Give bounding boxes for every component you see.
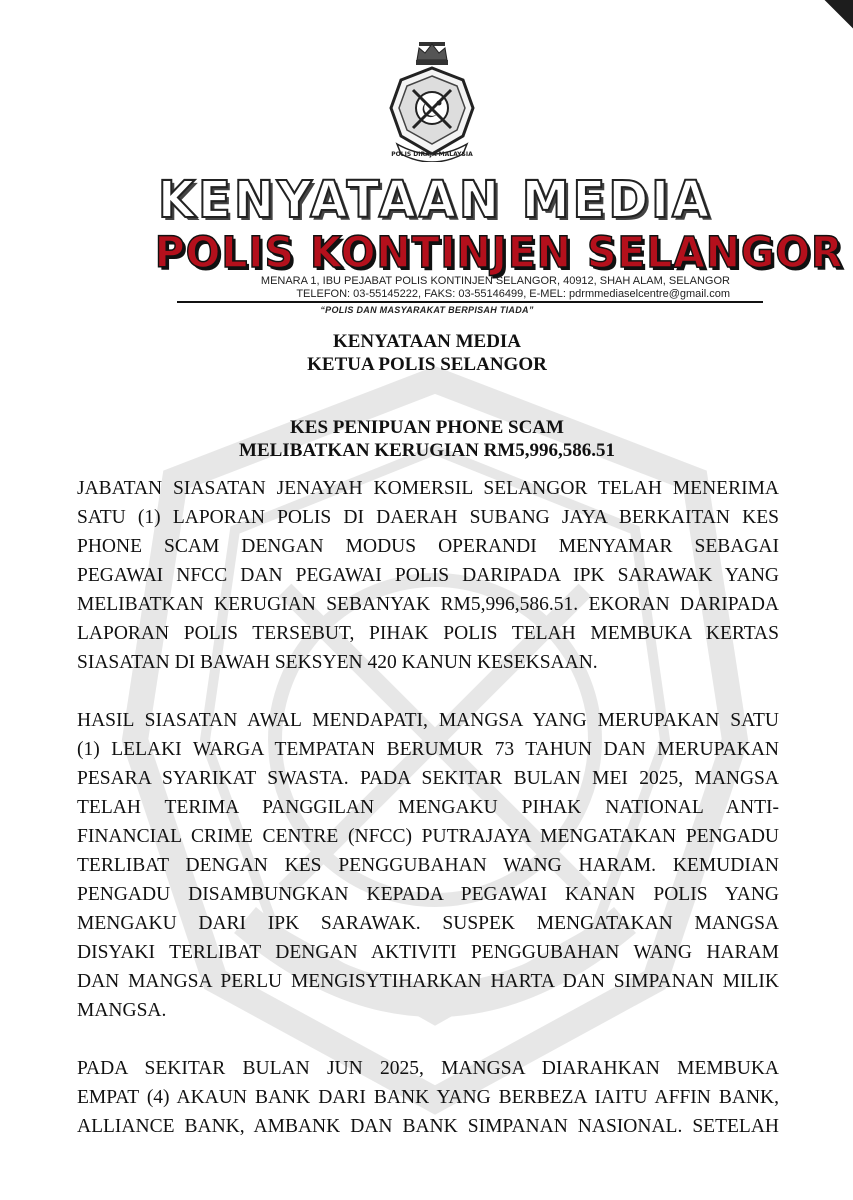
paragraph [77, 474, 779, 677]
paragraph [77, 706, 779, 1025]
text-line: JABATAN SIASATAN JENAYAH KOMERSIL SELANGOR TELAH MENERIMA [77, 478, 779, 499]
text-line: TERLIBAT DENGAN KES PENGGUBAHAN WANG HARAM. KEMUDIAN [77, 855, 779, 876]
heading-line: KENYATAAN MEDIA [332, 331, 522, 352]
text-line: SATU (1) LAPORAN POLIS DI DAERAH SUBANG JAYA BERKAITAN KES [77, 507, 779, 528]
paragraph [77, 1054, 779, 1141]
statement-body [77, 474, 779, 1170]
masthead-title: KENYATAAN MEDIA [157, 170, 713, 230]
heading-line: KETUA POLIS SELANGOR [307, 354, 547, 375]
page-corner-shadow [813, 0, 853, 40]
masthead-subtitle: POLIS KONTINJEN SELANGOR [154, 228, 844, 278]
text-line: PENGADU DISAMBUNGKAN KEPADA PEGAWAI KANAN POLIS YANG [77, 884, 779, 905]
text-line: MENGAKU DARI IPK SARAWAK. SUSPEK MENGATAKAN MANGSA [77, 913, 779, 934]
heading-line: KES PENIPUAN PHONE SCAM [290, 417, 564, 438]
text-line: LAPORAN POLIS TERSEBUT, PIHAK POLIS TELAH MEMBUKA KERTAS [77, 623, 779, 644]
text-line: FINANCIAL CRIME CENTRE (NFCC) PUTRAJAYA MENGATAKAN PENGADU [77, 826, 779, 847]
contact-line: TELEFON: 03-55145222, FAKS: 03-55146499, E-MEL: pdrmmediaselcentre@gmail.com [296, 288, 730, 300]
statement-headings [77, 330, 777, 462]
header-divider [177, 301, 763, 303]
text-line: TELAH TERIMA PANGGILAN MENGAKU PIHAK NATIONAL ANTI- [77, 797, 779, 818]
text-line: EMPAT (4) AKAUN BANK DARI BANK YANG BERBEZA IAITU AFFIN BANK, [77, 1087, 779, 1108]
text-line: MANGSA. [77, 1000, 167, 1021]
police-crest-logo [383, 40, 481, 162]
letterhead-address [140, 275, 730, 301]
crest-ribbon-text: POLIS DIRAJA MALAYSIA [391, 151, 473, 158]
text-line: (1) LELAKI WARGA TEMPATAN BERUMUR 73 TAHUN DAN MERUPAKAN [77, 739, 779, 760]
text-line: PADA SEKITAR BULAN JUN 2025, MANGSA DIARAHKAN MEMBUKA [77, 1058, 779, 1079]
text-line: HASIL SIASATAN AWAL MENDAPATI, MANGSA YANG MERUPAKAN SATU [77, 710, 779, 731]
text-line: MELIBATKAN KERUGIAN SEBANYAK RM5,996,586.51. EKORAN DARIPADA [77, 594, 779, 615]
masthead [140, 170, 844, 278]
text-line: SIASATAN DI BAWAH SEKSYEN 420 KANUN KESEKSAAN. [77, 652, 598, 673]
text-line: PESARA SYARIKAT SWASTA. PADA SEKITAR BULAN MEI 2025, MANGSA [77, 768, 779, 789]
text-line: DAN MANGSA PERLU MENGISYTIHARKAN HARTA DAN SIMPANAN MILIK [77, 971, 779, 992]
text-line: ALLIANCE BANK, AMBANK DAN BANK SIMPANAN NASIONAL. SETELAH [77, 1116, 779, 1137]
text-line: DISYAKI TERLIBAT DENGAN AKTIVITI PENGGUBAHAN WANG HARAM [77, 942, 779, 963]
heading-spacer [77, 376, 777, 416]
heading-line: MELIBATKAN KERUGIAN RM5,996,586.51 [239, 440, 615, 461]
text-line: PHONE SCAM DENGAN MODUS OPERANDI MENYAMAR SEBAGAI [77, 536, 779, 557]
motto: “POLIS DAN MASYARAKAT BERPISAH TIADA” [320, 305, 534, 315]
text-line: PEGAWAI NFCC DAN PEGAWAI POLIS DARIPADA IPK SARAWAK YANG [77, 565, 779, 586]
address-line: MENARA 1, IBU PEJABAT POLIS KONTINJEN SELANGOR, 40912, SHAH ALAM, SELANGOR [260, 275, 730, 287]
